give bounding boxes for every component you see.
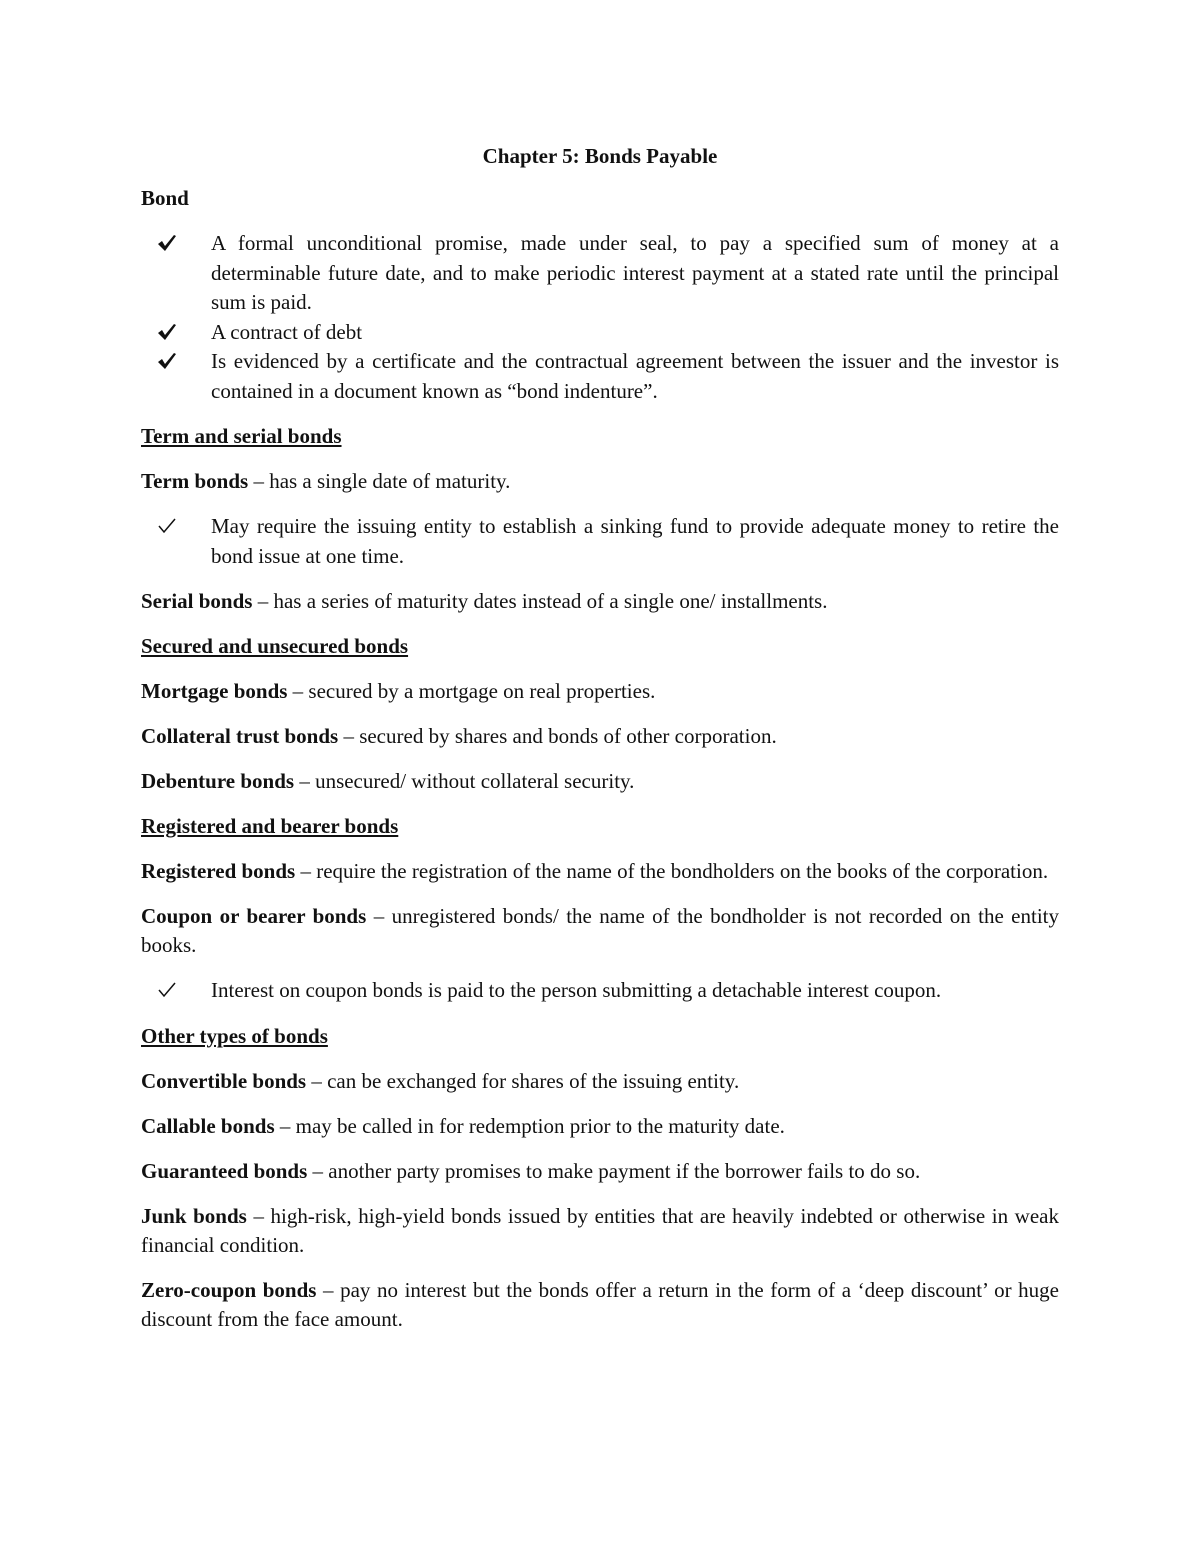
- list-item: Is evidenced by a certificate and the contractual agreement between the issuer and the investor is contained in a document known as “bond indenture”.: [141, 347, 1059, 406]
- page-title: Chapter 5: Bonds Payable: [482, 144, 718, 168]
- bond-bullet-list: [141, 229, 1059, 406]
- definition-callable-bonds: Callable bonds – may be called in for redemption prior to the maturity date.: [141, 1113, 785, 1138]
- definition-mortgage-bonds: Mortgage bonds – secured by a mortgage on real properties.: [141, 679, 656, 703]
- definition-serial-bonds: Serial bonds – has a series of maturity dates instead of a single one/ installments.: [141, 589, 828, 613]
- section-heading-other: Other types of bonds: [141, 1023, 328, 1048]
- definition-guaranteed-bonds: Guaranteed bonds – another party promises to make payment if the borrower fails to do so.: [141, 1158, 921, 1183]
- list-item: A contract of debt: [141, 318, 1059, 348]
- definition-zero-coupon-bonds: Zero-coupon bonds – pay no interest but the bonds offer a return in the form of a ‘deep discount’ or huge discount from the face amount.: [141, 1277, 1059, 1331]
- checkmark-icon: [157, 976, 177, 1005]
- checkmark-icon: [157, 229, 177, 258]
- section-heading-secured: Secured and unsecured bonds: [141, 634, 409, 658]
- checkmark-icon: [157, 512, 177, 541]
- definition-collateral-trust-bonds: Collateral trust bonds – secured by shares and bonds of other corporation.: [141, 724, 777, 748]
- document-page: [141, 140, 1059, 1350]
- checkmark-icon: [157, 318, 177, 347]
- term-bonds-bullet-list: [141, 512, 1059, 571]
- definition-registered-bonds: Registered bonds – require the registration of the name of the bondholders on the books of the corporation.: [141, 859, 1049, 883]
- section-heading-term-serial: Term and serial bonds: [141, 424, 342, 448]
- definition-debenture-bonds: Debenture bonds – unsecured/ without collateral security.: [141, 769, 635, 793]
- section-heading-bond: Bond: [141, 186, 189, 210]
- list-item: A formal unconditional promise, made under seal, to pay a specified sum of money at a determinable future date, and to make periodic interest payment at a stated rate until the principal sum is paid.: [141, 229, 1059, 318]
- list-item: May require the issuing entity to establish a sinking fund to provide adequate money to retire the bond issue at one time.: [141, 512, 1059, 571]
- definition-convertible-bonds: Convertible bonds – can be exchanged for shares of the issuing entity.: [141, 1068, 740, 1093]
- section-heading-registered: Registered and bearer bonds: [141, 814, 399, 838]
- checkmark-icon: [157, 347, 177, 376]
- list-item: Interest on coupon bonds is paid to the person submitting a detachable interest coupon.: [141, 976, 1059, 1006]
- definition-term-bonds: Term bonds – has a single date of maturity.: [141, 469, 511, 493]
- definition-junk-bonds: Junk bonds – high-risk, high-yield bonds issued by entities that are heavily indebted or otherwise in weak financial condition.: [141, 1203, 1059, 1257]
- coupon-bonds-bullet-list: [141, 976, 1059, 1006]
- definition-coupon-bonds: Coupon or bearer bonds – unregistered bonds/ the name of the bondholder is not recorded on the entity books.: [141, 904, 1060, 957]
